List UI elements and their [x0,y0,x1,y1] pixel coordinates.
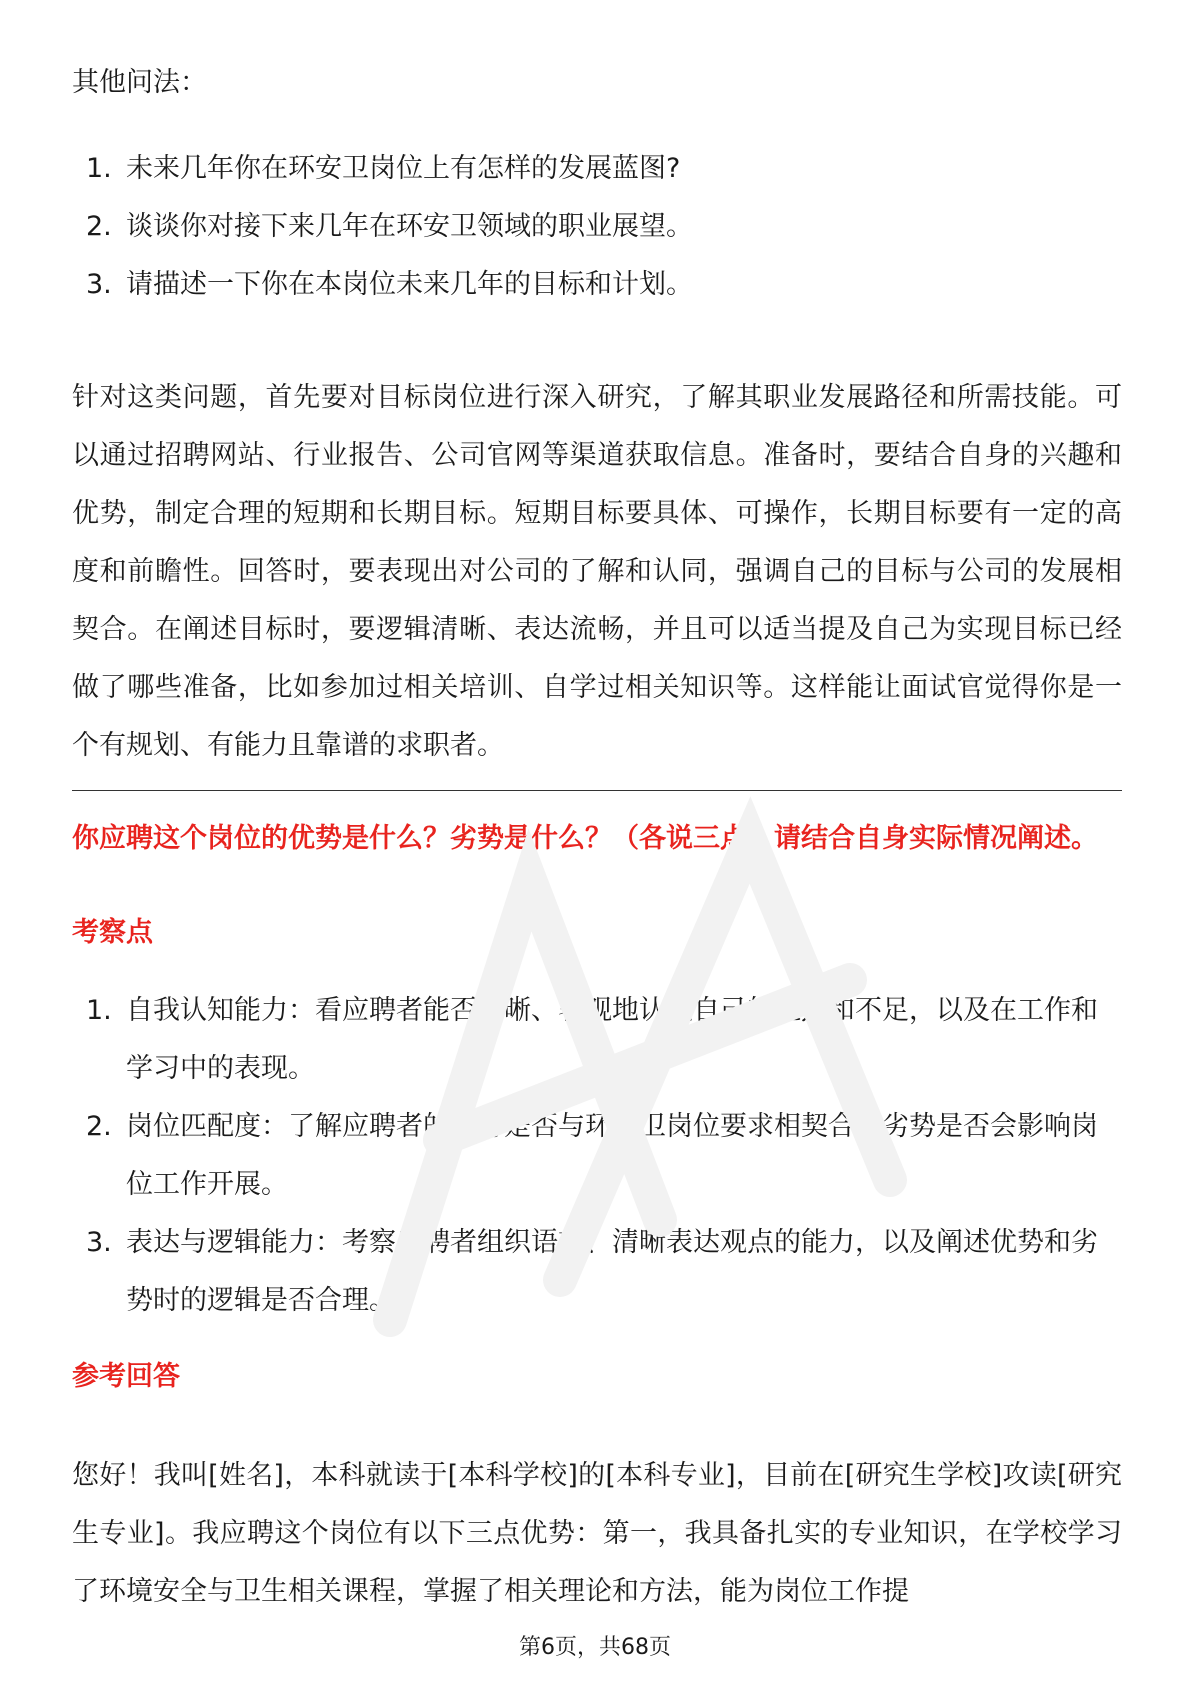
alt-questions-list [72,140,1122,314]
assessment-points-list [72,982,1122,1330]
list-number: 3. [86,269,112,300]
section-divider [72,790,1122,791]
list-item [72,198,1122,256]
list-text: 未来几年你在环安卫岗位上有怎样的发展蓝图? [126,153,681,184]
list-item [72,982,1122,1098]
advice-paragraph: 针对这类问题，首先要对目标岗位进行深入研究，了解其职业发展路径和所需技能。可以通过招聘网站、行业报告、公司官网等渠道获取信息。准备时，要结合自身的兴趣和优势，制定合理的短期和长期目标。短期目标要具体、可操作，长期目标要有一定的高度和前瞻性。回答时，要表现出对公司的了解和认同，强调自己的目标与公司的发展相契合。在阐述目标时，要逻辑清晰、表达流畅，并且可以适当提及自己为实现目标已经做了哪些准备，比如参加过相关培训、自学过相关知识等。这样能让面试官觉得你是一个有规划、有能力且靠谱的求职者。 [72,382,1122,761]
list-item [72,140,1122,198]
list-item [72,1214,1122,1330]
list-number: 1. [86,153,112,184]
reference-label: 参考回答 [72,1361,180,1392]
list-text: 自我认知能力：看应聘者能否清晰、客观地认识自己的优点和不足，以及在工作和学习中的表现。 [126,995,1098,1084]
list-text: 岗位匹配度：了解应聘者的优势是否与环安卫岗位要求相契合，劣势是否会影响岗位工作开展。 [126,1111,1098,1200]
list-text: 请描述一下你在本岗位未来几年的目标和计划。 [126,269,693,300]
list-text: 表达与逻辑能力：考察应聘者组织语言、清晰表达观点的能力，以及阐述优势和劣势时的逻辑是否合理。 [126,1227,1098,1316]
reference-answer: 您好！我叫[姓名]，本科就读于[本科学校]的[本科专业]，目前在[研究生学校]攻读[研究生专业]。我应聘这个岗位有以下三点优势：第一，我具备扎实的专业知识，在学校学习了环境安全与卫生相关课程，掌握了相关理论和方法，能为岗位工作提 [72,1460,1122,1607]
list-item [72,1098,1122,1214]
question-heading: 你应聘这个岗位的优势是什么？劣势是什么？（各说三点）请结合自身实际情况阐述。 [72,823,1098,854]
list-number: 2. [86,211,112,242]
intro-label: 其他问法： [72,67,207,98]
page-footer: 第6页，共68页 [519,1635,671,1660]
list-item [72,256,1122,314]
list-number: 3. [86,1227,112,1258]
list-number: 2. [86,1111,112,1142]
assessment-label: 考察点 [72,917,153,948]
list-text: 谈谈你对接下来几年在环安卫领域的职业展望。 [126,211,693,242]
list-number: 1. [86,995,112,1026]
